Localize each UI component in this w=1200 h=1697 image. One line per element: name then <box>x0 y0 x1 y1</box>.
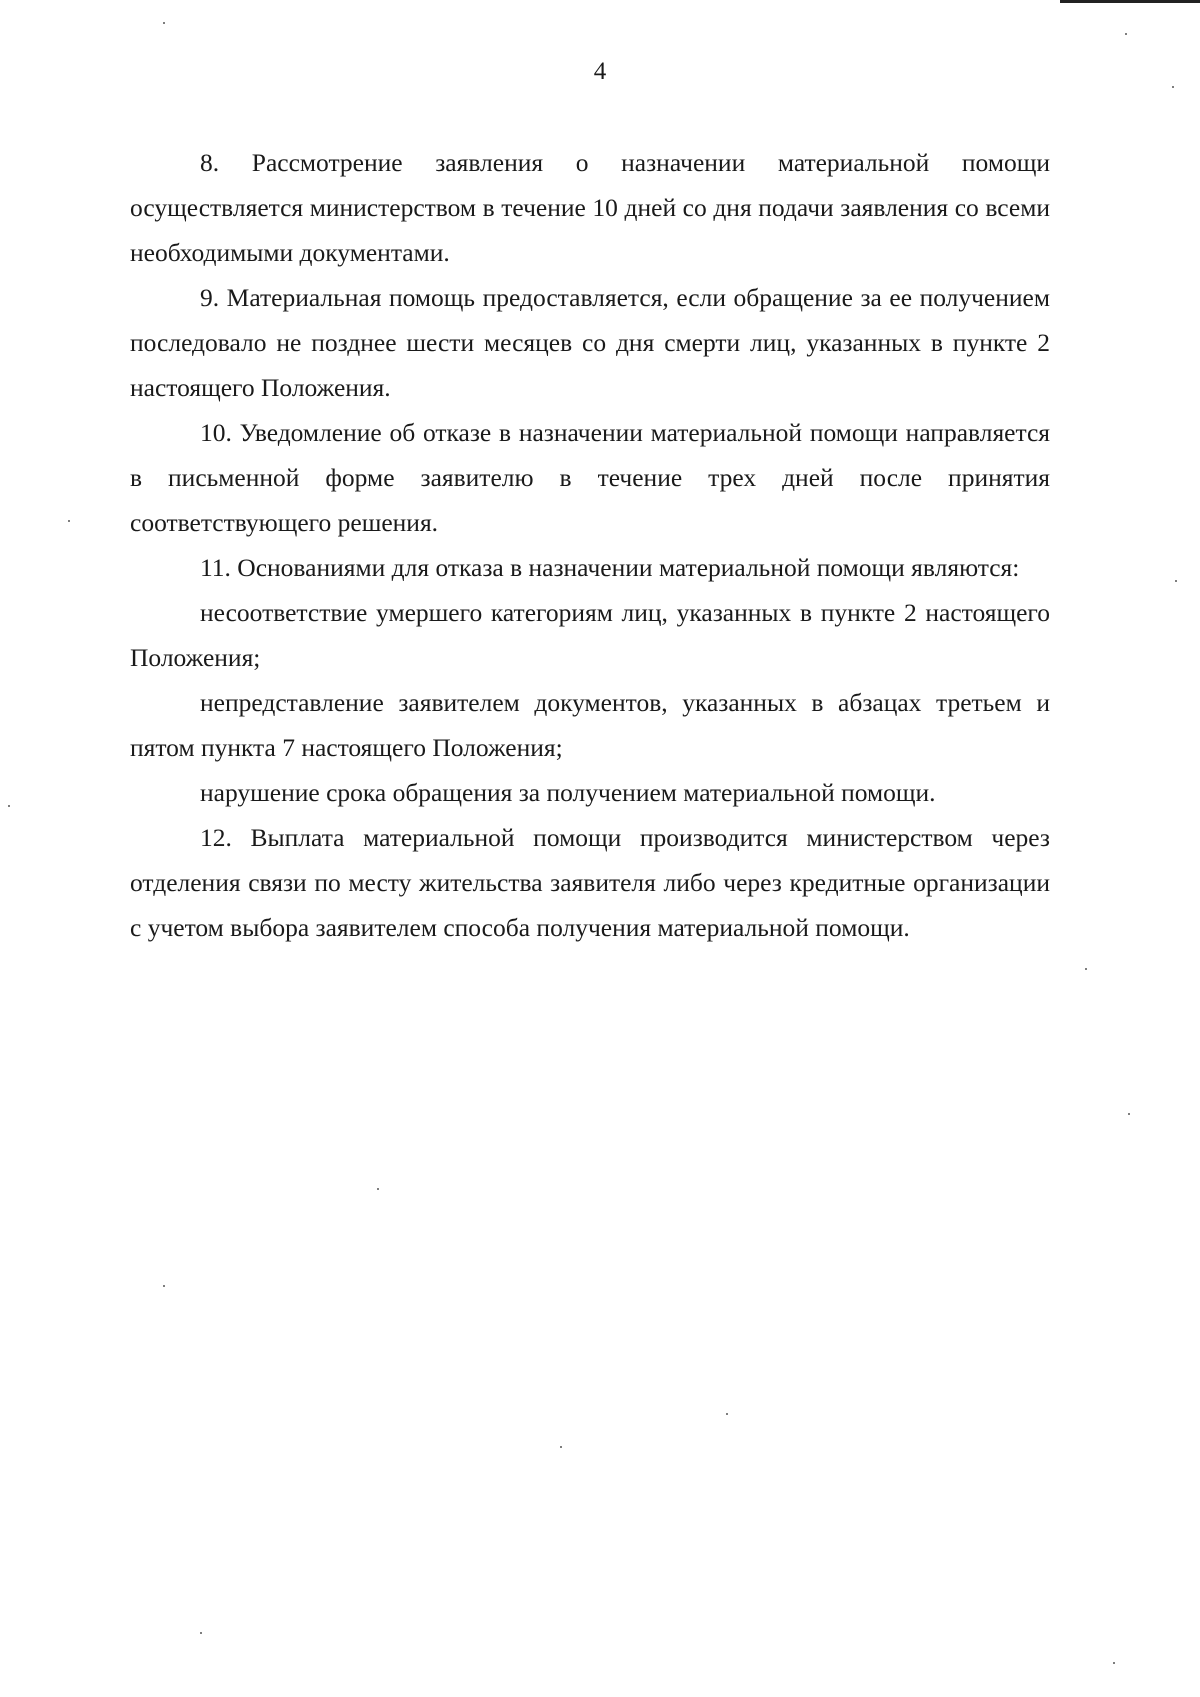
scan-speck <box>1113 1662 1115 1664</box>
scan-speck <box>1175 580 1177 582</box>
paragraph-11-item-1: несоответствие умершего категориям лиц, указанных в пункте 2 настоящего Положения; <box>130 598 1050 672</box>
paragraph-8: 8. Рассмотрение заявления о назначении материальной помощи осуществляется министерством в течение 10 дней со дня подачи заявления со всеми необходимыми документами. <box>130 148 1050 267</box>
scan-speck <box>200 1632 202 1634</box>
scan-edge-line <box>1060 0 1200 3</box>
scan-speck <box>1085 968 1087 970</box>
scan-speck <box>1125 33 1127 35</box>
scan-speck <box>726 1413 728 1415</box>
scan-speck <box>8 805 10 807</box>
scan-speck <box>163 1285 165 1287</box>
paragraph-11-item-2: непредставление заявителем документов, указанных в абзацах третьем и пятом пункта 7 настоящего Положения; <box>130 688 1050 762</box>
page-number: 4 <box>593 58 607 85</box>
scan-speck <box>163 22 165 24</box>
scan-speck <box>1128 1113 1130 1115</box>
scan-speck <box>560 1446 562 1448</box>
scan-speck <box>377 1188 379 1190</box>
paragraph-11: 11. Основаниями для отказа в назначении материальной помощи являются: <box>200 553 1020 582</box>
paragraph-12: 12. Выплата материальной помощи производится министерством через отделения связи по месту жительства заявителя либо через кредитные организации с учетом выбора заявителем способа получения материальной помощи. <box>130 823 1050 942</box>
paragraph-10: 10. Уведомление об отказе в назначении материальной помощи направляется в письменной форме заявителю в течение трех дней после принятия соответствующего решения. <box>130 418 1050 537</box>
document-body <box>130 140 1050 950</box>
paragraph-9: 9. Материальная помощь предоставляется, если обращение за ее получением последовало не позднее шести месяцев со дня смерти лиц, указанных в пункте 2 настоящего Положения. <box>130 283 1050 402</box>
scan-speck <box>68 520 70 522</box>
scan-speck <box>1172 86 1174 88</box>
paragraph-11-item-3: нарушение срока обращения за получением материальной помощи. <box>200 778 936 807</box>
